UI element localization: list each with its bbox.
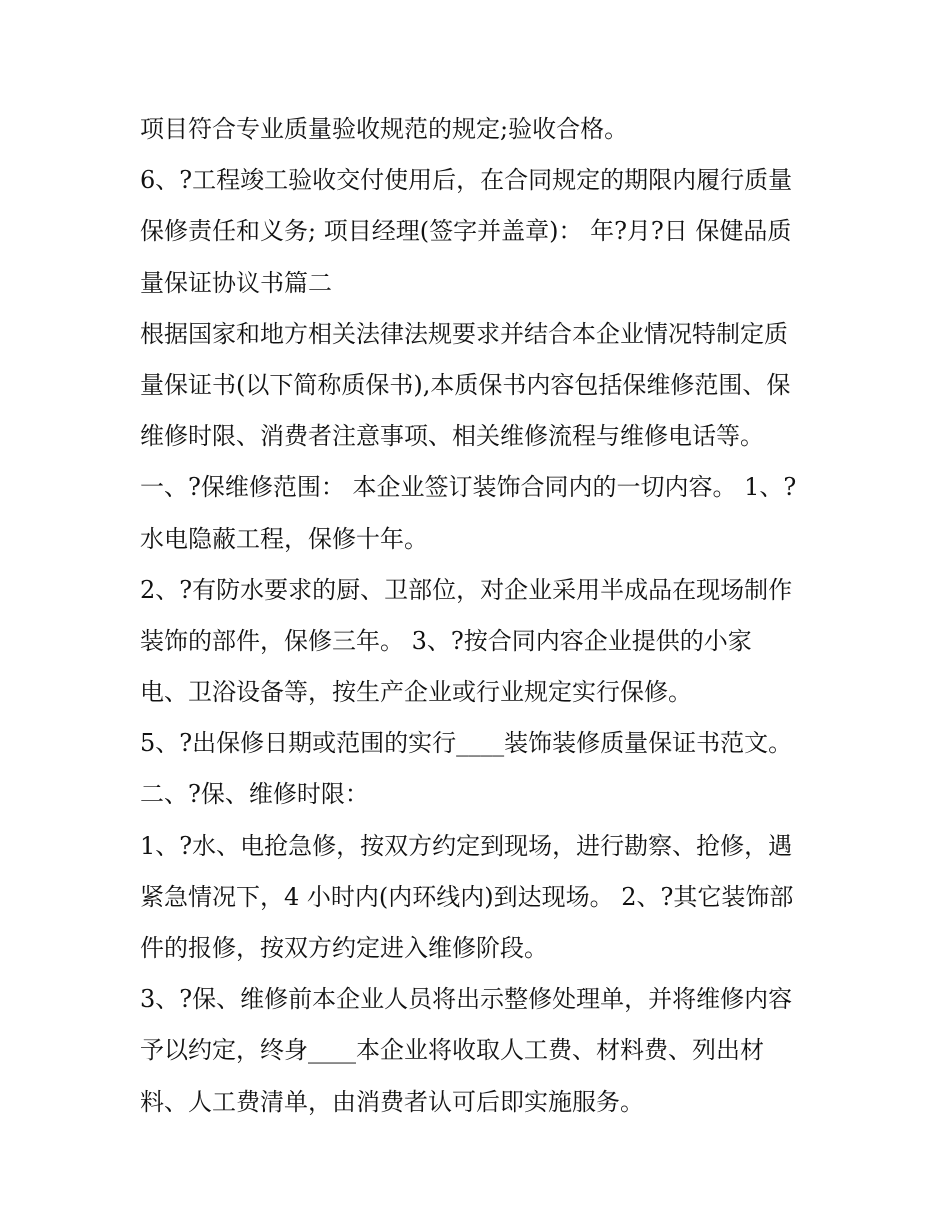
text-line: 保修责任和义务; 项目经理(签字并盖章)： 年?月?日 保健品质: [140, 217, 792, 246]
text-line: 2、?有防水要求的厨、卫部位，对企业采用半成品在现场制作: [140, 575, 793, 604]
text-line: 1、?水、电抢急修，按双方约定到现场，进行勘察、抢修，遇: [140, 831, 793, 860]
text-line: 量保证协议书篇二: [140, 268, 332, 297]
text-line: 量保证书(以下简称质保书),本质保书内容包括保维修范围、保: [140, 370, 791, 399]
text-line: 紧急情况下，4 小时内(内环线内)到达现场。 2、?其它装饰部: [140, 882, 794, 911]
text-line: 二、?保、维修时限：: [140, 780, 369, 809]
text-line: 予以约定，终身____本企业将收取人工费、材料费、列出材: [140, 1036, 764, 1065]
text-line: 5、?出保修日期或范围的实行____装饰装修质量保证书范文。: [140, 729, 793, 758]
text-line: 装饰的部件，保修三年。 3、?按合同内容企业提供的小家: [140, 626, 752, 655]
text-line: 3、?保、维修前本企业人员将出示整修处理单，并将维修内容: [140, 985, 793, 1014]
text-line: 项目符合专业质量验收规范的规定;验收合格。: [140, 115, 629, 143]
text-line: 水电隐蔽工程，保修十年。: [140, 524, 428, 553]
text-line: 件的报修，按双方约定进入维修阶段。: [140, 934, 548, 962]
text-line: 料、人工费清单，由消费者认可后即实施服务。: [140, 1087, 644, 1116]
text-line: 6、?工程竣工验收交付使用后，在合同规定的期限内履行质量: [140, 166, 793, 195]
document-body: [140, 104, 820, 1128]
text-line: 一、?保维修范围： 本企业签订装饰合同内的一切内容。 1、?: [140, 473, 797, 502]
text-line: 维修时限、消费者注意事项、相关维修流程与维修电话等。: [140, 422, 764, 451]
text-line: 电、卫浴设备等，按生产企业或行业规定实行保修。: [140, 678, 692, 707]
text-line: 根据国家和地方相关法律法规要求并结合本企业情况特制定质: [140, 319, 788, 348]
